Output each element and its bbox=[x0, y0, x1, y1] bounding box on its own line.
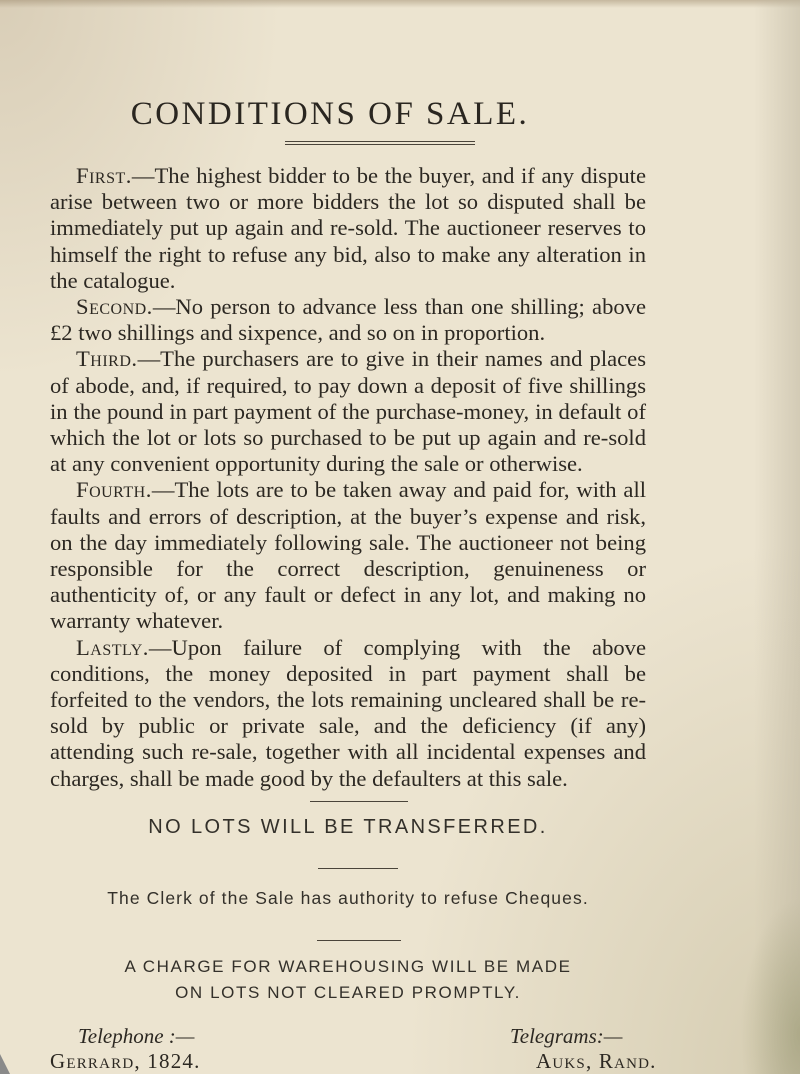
telephone-block bbox=[50, 1024, 201, 1074]
condition-body: —The purchasers are to give in their names and places of abode, and, if required, to pay down a deposit of five shillings in the pound in part payment of the purchase-money, in default of which the lot or lots so purchased to be put up again and re-sold at any convenient opportunity during the sale or otherwise. bbox=[50, 346, 646, 477]
condition-lastly bbox=[50, 635, 646, 792]
condition-lead: Lastly. bbox=[76, 634, 149, 660]
condition-lead: Third. bbox=[76, 346, 138, 372]
condition-fourth bbox=[50, 477, 646, 634]
title-rule bbox=[285, 141, 475, 145]
section-rule bbox=[318, 868, 398, 869]
condition-lead: First. bbox=[76, 163, 132, 188]
no-transfer-notice: NO LOTS WILL BE TRANSFERRED. bbox=[148, 816, 548, 838]
page-edge-top bbox=[0, 0, 800, 8]
telephone-number: Gerrard, 1824. bbox=[50, 1049, 201, 1073]
condition-third bbox=[50, 346, 646, 477]
telegrams-address: Auks, Rand. bbox=[536, 1049, 657, 1073]
condition-lead: Fourth. bbox=[76, 477, 152, 503]
warehousing-notice-line2: ON LOTS NOT CLEARED PROMPTLY. bbox=[175, 983, 521, 1002]
condition-lead: Second. bbox=[76, 294, 153, 320]
telephone-label: Telephone :— bbox=[78, 1024, 195, 1048]
paper-stain bbox=[730, 874, 800, 1074]
condition-body: —Upon failure of complying with the above conditions, the money deposited in part payment shall be forfeited to the vendors, the lots remaining uncleared shall be re-sold by public or private sale, and the deficiency (if any) attending such re-sale, together with all incidental expenses and charges, shall be made good by the defaulters at this sale. bbox=[50, 634, 646, 791]
page-title: CONDITIONS OF SALE. bbox=[130, 96, 530, 132]
page-corner-fold bbox=[0, 1054, 10, 1074]
condition-body: —No person to advance less than one shilling; above £2 two shillings and sixpence, and so on in proportion. bbox=[50, 294, 646, 346]
telegrams-label: Telegrams:— bbox=[510, 1024, 623, 1048]
section-rule bbox=[317, 940, 401, 941]
condition-first bbox=[50, 163, 646, 294]
condition-second bbox=[50, 294, 646, 346]
cheques-notice: The Clerk of the Sale has authority to refuse Cheques. bbox=[107, 888, 589, 908]
warehousing-notice-line1: A CHARGE FOR WAREHOUSING WILL BE MADE bbox=[124, 957, 572, 976]
telegrams-block bbox=[510, 1024, 657, 1074]
condition-body: —The lots are to be taken away and paid for, with all faults and errors of description, at the buyer’s expense and risk, on the day immediately following sale. The auctioneer not being responsible for the correct description, genuineness or authenticity of, or any fault or defect in any lot, and making no warranty whatever. bbox=[50, 477, 646, 634]
conditions-text bbox=[50, 163, 646, 792]
section-rule bbox=[310, 801, 408, 802]
condition-body: —The highest bidder to be the buyer, and if any dispute arise between two or more bidders the lot so disputed shall be immediately put up again and re-sold. The auctioneer reserves to himself the right to refuse any bid, also to make any alteration in the catalogue. bbox=[50, 163, 646, 293]
